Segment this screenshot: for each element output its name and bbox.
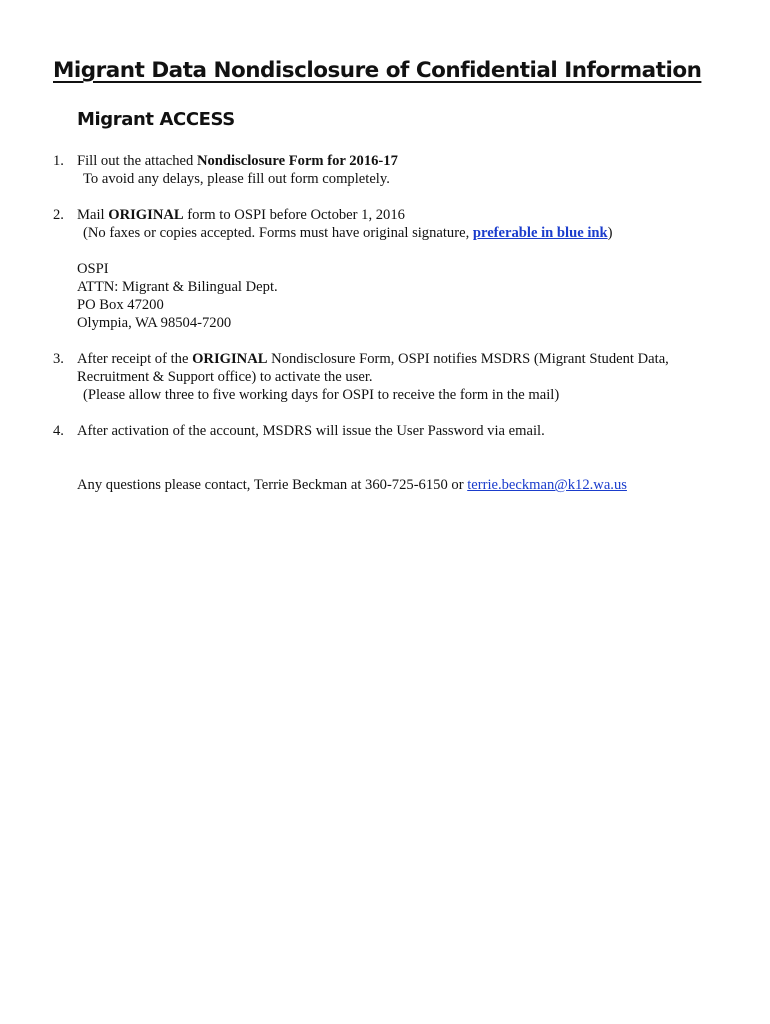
address-line: PO Box 47200: [77, 297, 164, 313]
original-bold: ORIGINAL: [108, 207, 184, 223]
step-3-line-1: After receipt of the ORIGINAL Nondisclosure Form, OSPI notifies MSDRS (Migrant Student Data,: [77, 351, 669, 367]
step-2-line-2: (No faxes or copies accepted. Forms must have original signature, preferable in blue ink): [83, 225, 613, 241]
contact-email-link[interactable]: terrie.beckman@k12.wa.us: [467, 477, 627, 493]
list-item-step-4: [0, 422, 717, 440]
original-bold: ORIGINAL: [192, 351, 268, 367]
address-line: Olympia, WA 98504-7200: [77, 315, 232, 331]
step-number: 4.: [53, 423, 64, 439]
step-number: 1.: [53, 153, 64, 169]
step-1-line-2: To avoid any delays, please fill out form completely.: [83, 171, 390, 187]
form-name-bold: Nondisclosure Form for 2016-17: [196, 153, 398, 169]
step-3-line-3: (Please allow three to five working days for OSPI to receive the form in the mail): [83, 387, 560, 403]
mailing-address: [77, 260, 717, 332]
step-number: 2.: [53, 207, 64, 223]
step-1-line-1: Fill out the attached Nondisclosure Form for 2016-17: [77, 153, 398, 169]
step-4-line-1: After activation of the account, MSDRS will issue the User Password via email.: [77, 423, 545, 439]
list-item-step-1: [0, 152, 717, 188]
blue-ink-link[interactable]: preferable in blue ink: [472, 225, 608, 241]
step-number: 3.: [53, 351, 64, 367]
step-3-line-2: Recruitment & Support office) to activate the user.: [77, 369, 373, 385]
spacer: [0, 332, 770, 350]
page-subtitle: Migrant ACCESS: [77, 109, 235, 130]
spacer: [0, 188, 770, 206]
contact-line: Any questions please contact, Terrie Beckman at 360-725-6150 or terrie.beckman@k12.wa.us: [77, 477, 627, 493]
spacer: [77, 242, 717, 260]
instruction-list: [0, 152, 770, 440]
page-title: Migrant Data Nondisclosure of Confidential Information: [53, 58, 702, 83]
list-item-step-3: [0, 350, 717, 404]
address-line: OSPI: [77, 261, 109, 277]
list-item-step-2: [0, 206, 717, 332]
step-2-line-1: Mail ORIGINAL form to OSPI before October 1, 2016: [77, 207, 405, 223]
address-line: ATTN: Migrant & Bilingual Dept.: [77, 279, 278, 295]
spacer: [0, 404, 770, 422]
